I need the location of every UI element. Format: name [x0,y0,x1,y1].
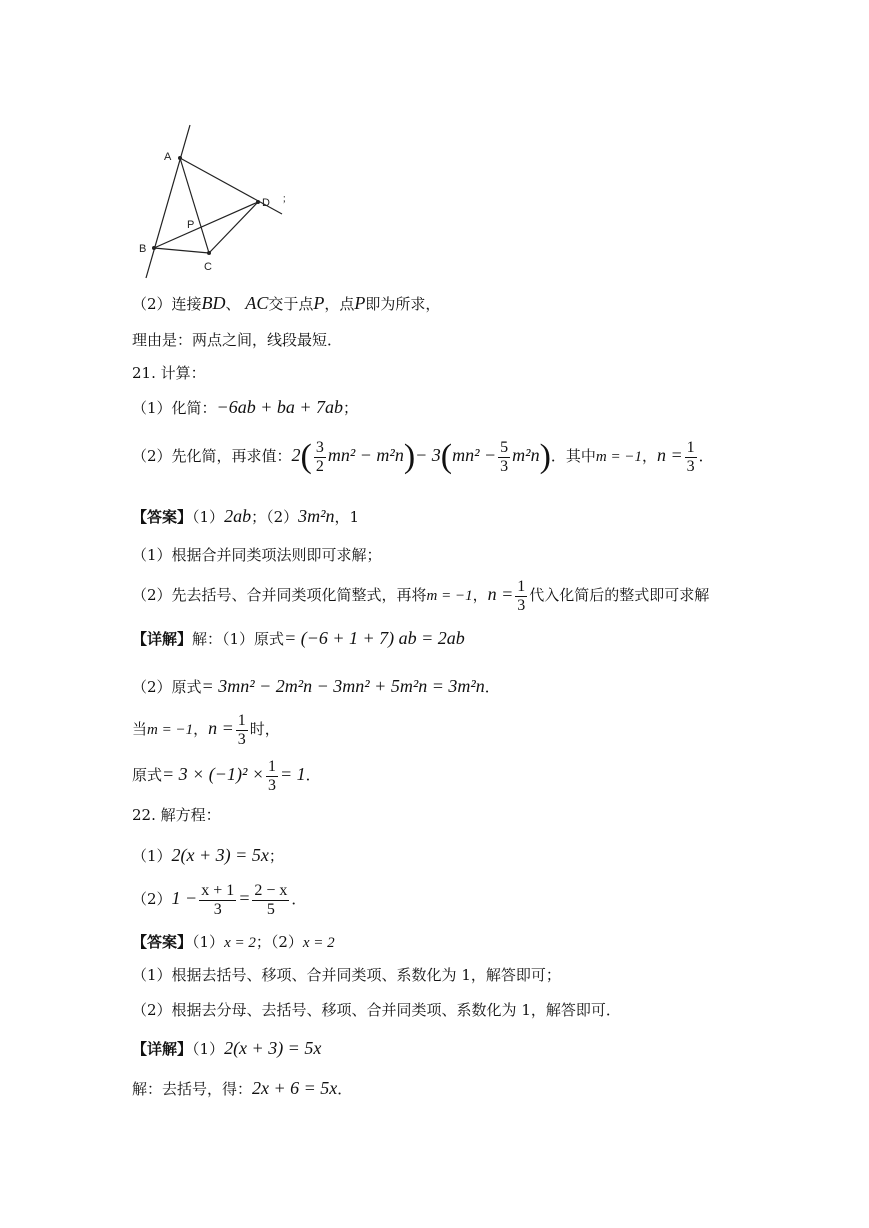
point-a [178,156,182,160]
q21-detail-1: 【详解】解：（1）原式= (−6 + 1 + 7) ab = 2ab [132,628,465,648]
label-b: B [139,243,147,255]
segment-bc [154,248,209,253]
q22-detail-1: 【详解】（1）2(x + 3) = 5x [132,1038,322,1058]
q22-analysis-1: （1）根据去括号、移项、合并同类项、系数化为 1，解答即可； [132,966,561,984]
geometry-figure [132,120,302,285]
q22-solve: 解：去括号，得：2x + 6 = 5x． [132,1078,353,1098]
q21-analysis-2: （2）先去括号、合并同类项化简整式，再将m = −1，n = $\frac{1}{3}$ 代入化简后的整式即可求解 [132,577,710,614]
fraction-1-3: $\frac{1}{3}$ [686,438,695,475]
segment-bd [154,202,258,248]
q22-part2: （2）1 − $\frac{x + 1}{3}$ = $\frac{2 - x}{5}$ ． [132,881,307,918]
q20-part2: （2）连接BD、 AC交于点P，点P即为所求， [132,293,441,313]
q22-analysis-2: （2）根据去分母、去括号、移项、合并同类项、系数化为 1，解答即可． [132,1001,621,1019]
q21-analysis-1: （1）根据合并同类项法则即可求解； [132,546,382,564]
q21-title: 21. 计算： [132,364,206,382]
label-p: P [187,219,195,231]
label-d: D [262,197,270,209]
segment-ac [180,158,209,253]
label-c: C [204,261,212,273]
q21-detail-2: （2）原式= 3mn² − 2m²n − 3mn² + 5m²n = 3m²n． [132,676,500,696]
point-b [152,246,156,250]
point-c [207,251,211,255]
q21-when: 当m = −1，n = $\frac{1}{3}$ 时， [132,711,280,748]
fraction-3-2: $\frac{3}{2}$ [315,438,324,475]
label-a: A [164,151,172,163]
line-through-a-b [146,125,190,278]
point-d [256,200,260,204]
q21-answer: 【答案】（1）2ab；（2）3m²n，1 [132,506,360,526]
q22-answer: 【答案】（1）x = 2；（2）x = 2 [132,933,335,951]
fraction-1-3-b: $\frac{1}{3}$ [517,577,526,614]
fraction-1-3-d: $\frac{1}{3}$ [268,757,276,794]
fraction-x-plus-1-over-3: $\frac{x + 1}{3}$ [201,881,235,918]
fraction-2-minus-x-over-5: $\frac{2 - x}{5}$ [254,881,288,918]
q22-title: 22. 解方程： [132,806,221,824]
q21-part2: （2）先化简，再求值：2( $\frac{3}{2}$ mn² − m²n)− 3(mn² − $\frac{5}{3}$ m²n)．其中m = −1，n = $\frac{1}{3}$ ． [132,438,714,475]
q21-result: 原式= 3 × (−1)² × $\frac{1}{3}$ = 1． [132,757,321,794]
trailing-mark: ； [282,194,292,205]
fraction-5-3: $\frac{5}{3}$ [500,438,509,475]
q22-part1: （1）2(x + 3) = 5x； [132,845,284,865]
q20-reason: 理由是：两点之间，线段最短． [132,331,343,349]
fraction-1-3-c: $\frac{1}{3}$ [237,711,246,748]
segment-cd [209,202,258,253]
q21-part1: （1）化简：−6ab + ba + 7ab； [132,397,359,417]
